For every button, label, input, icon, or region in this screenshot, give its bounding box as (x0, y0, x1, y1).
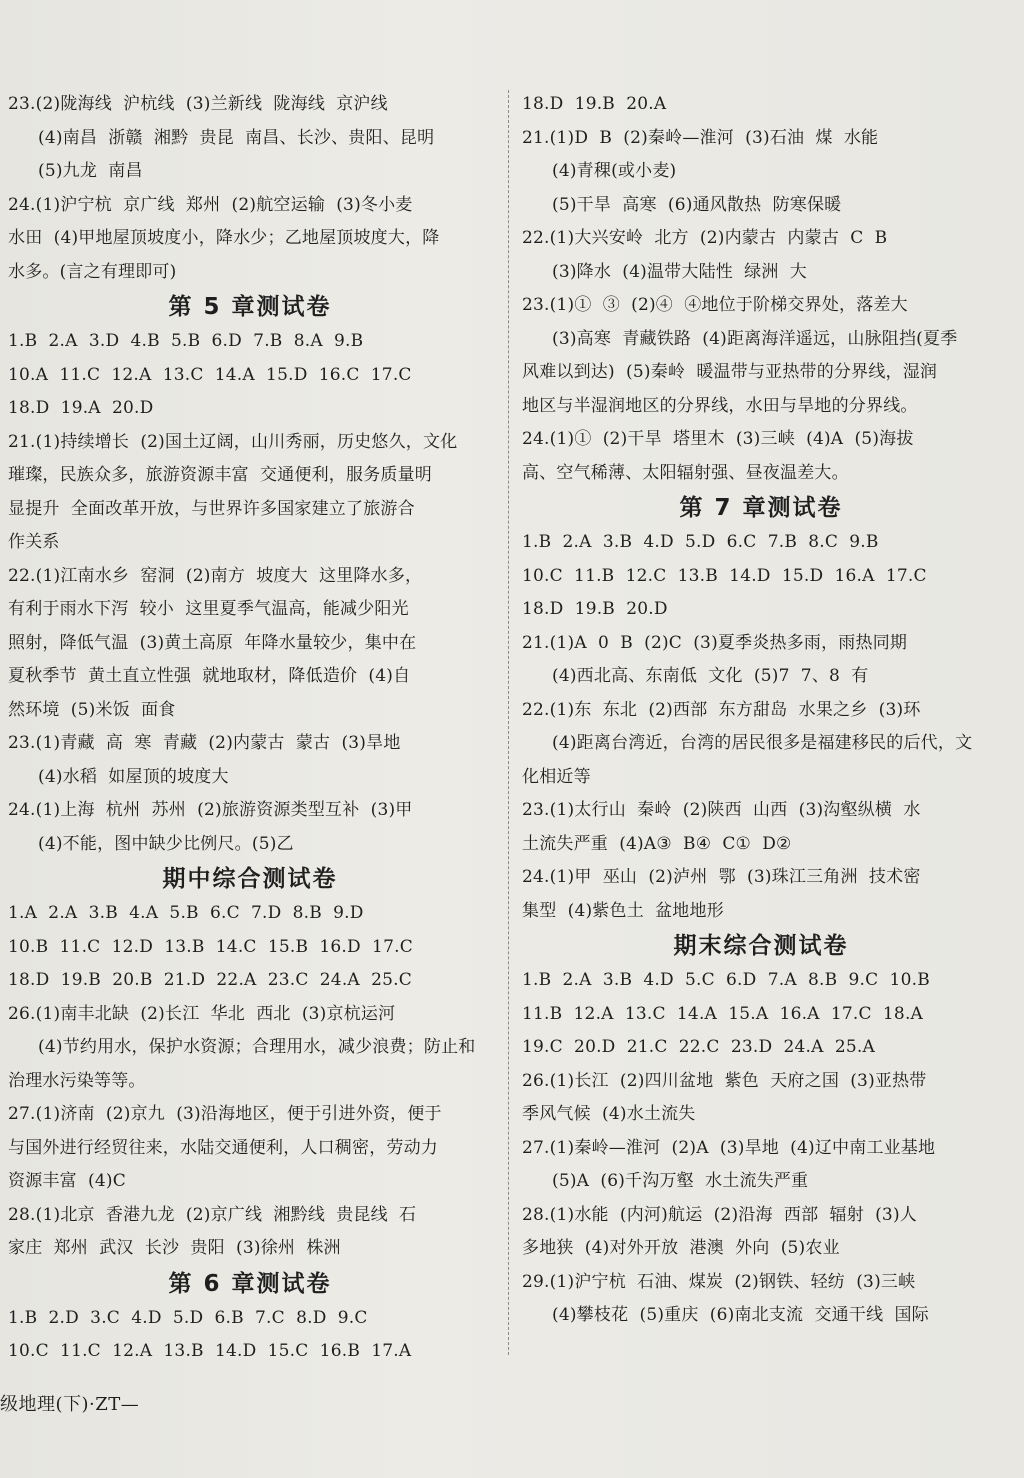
left-answer-line: 水田 (4)甲地屋顶坡度小，降水少；乙地屋顶坡度大，降 (8, 228, 440, 248)
left-answer-line: 照射，降低气温 (3)黄土高原 年降水量较少，集中在 (8, 632, 417, 653)
right-answer-line: 26.(1)长江 (2)四川盆地 紫色 天府之国 (3)亚热带 (522, 1070, 927, 1091)
left-answer-line: 作关系 (8, 532, 60, 552)
right-answer-line: 高、空气稀薄、太阳辐射强、昼夜温差大。 (522, 462, 849, 483)
left-answer-line: 1.A 2.A 3.B 4.A 5.B 6.C 7.D 8.B 9.D (8, 903, 364, 923)
right-answer-line: 土流失严重 (4)A③ B④ C① D② (522, 833, 792, 854)
left-answer-line: (4)南昌 浙赣 湘黔 贵昆 南昌、长沙、贵阳、昆明 (38, 127, 435, 148)
right-answer-line: 27.(1)秦岭—淮河 (2)A (3)旱地 (4)辽中南工业基地 (522, 1137, 936, 1158)
left-answer-line: 27.(1)济南 (2)京九 (3)沿海地区，便于引进外资，便于 (8, 1104, 442, 1124)
left-answer-line: (4)水稻 如屋顶的坡度大 (38, 766, 229, 787)
right-answer-line: 多地狭 (4)对外开放 港澳 外向 (5)农业 (522, 1238, 840, 1258)
right-answer-line: 集型 (4)紫色土 盆地地形 (522, 900, 724, 921)
left-answer-line: (4)节约用水，保护水资源；合理用水，减少浪费；防止和 (38, 1037, 476, 1057)
right-answer-line: (4)西北高、东南低 文化 (5)7 7、8 有 (552, 666, 869, 686)
left-answer-line: (4)不能，图中缺少比例尺。(5)乙 (38, 833, 294, 854)
left-answer-line: 家庄 郑州 武汉 长沙 贵阳 (3)徐州 株洲 (8, 1238, 341, 1258)
left-answer-line: 资源丰富 (4)C (8, 1171, 126, 1191)
section-heading: 第 7 章测试卷 (679, 495, 843, 521)
right-answer-line: 29.(1)沪宁杭 石油、煤炭 (2)钢铁、轻纺 (3)三峡 (522, 1271, 916, 1292)
right-answer-line: 地区与半湿润地区的分界线，水田与旱地的分界线。 (522, 395, 918, 416)
right-answer-line: (5)干旱 高寒 (6)通风散热 防寒保暖 (552, 194, 842, 215)
right-answer-line: 18.D 19.B 20.D (522, 599, 668, 619)
right-answer-line: 24.(1)① (2)干旱 塔里木 (3)三峡 (4)A (5)海拔 (522, 429, 914, 449)
right-answer-line: 化相近等 (522, 766, 591, 787)
right-answer-line: 23.(1)太行山 秦岭 (2)陕西 山西 (3)沟壑纵横 水 (522, 800, 921, 820)
left-answer-line: 夏秋季节 黄土直立性强 就地取材，降低造价 (4)自 (8, 666, 411, 686)
right-answer-line: 24.(1)甲 巫山 (2)泸州 鄂 (3)珠江三角洲 技术密 (522, 867, 921, 887)
right-answer-line: 21.(1)D B (2)秦岭—淮河 (3)石油 煤 水能 (522, 127, 879, 148)
right-answer-line: 1.B 2.A 3.B 4.D 5.D 6.C 7.B 8.C 9.B (522, 532, 879, 552)
left-answer-line: 1.B 2.D 3.C 4.D 5.D 6.B 7.C 8.D 9.C (8, 1307, 368, 1328)
right-answer-line: 18.D 19.B 20.A (522, 94, 667, 114)
right-answer-line: 22.(1)大兴安岭 北方 (2)内蒙古 内蒙古 C B (522, 228, 888, 248)
page-footer: 级地理(下)·ZT— (0, 1394, 140, 1415)
left-answer-line: 10.B 11.C 12.D 13.B 14.C 15.B 16.D 17.C (8, 936, 413, 957)
right-answer-line: 11.B 12.A 13.C 14.A 15.A 16.A 17.C 18.A (522, 1003, 924, 1024)
left-answer-line: 18.D 19.A 20.D (8, 398, 154, 418)
left-answer-line: 22.(1)江南水乡 窑洞 (2)南方 坡度大 这里降水多， (8, 565, 423, 586)
right-answer-line: 风难以到达) (5)秦岭 暖温带与亚热带的分界线，湿润 (522, 362, 938, 382)
right-answer-line: 28.(1)水能 (内河)航运 (2)沿海 西部 辐射 (3)人 (522, 1204, 917, 1225)
section-heading: 第 6 章测试卷 (168, 1270, 332, 1297)
right-answer-line: (3)降水 (4)温带大陆性 绿洲 大 (552, 261, 807, 282)
section-heading: 第 5 章测试卷 (168, 294, 332, 320)
left-answer-line: 10.A 11.C 12.A 13.C 14.A 15.D 16.C 17.C (8, 364, 412, 385)
left-answer-line: 28.(1)北京 香港九龙 (2)京广线 湘黔线 贵昆线 石 (8, 1204, 417, 1225)
left-answer-line: 26.(1)南丰北缺 (2)长江 华北 西北 (3)京杭运河 (8, 1003, 396, 1024)
right-answer-line: 19.C 20.D 21.C 22.C 23.D 24.A 25.A (522, 1037, 875, 1057)
right-answer-line: 1.B 2.A 3.B 4.D 5.C 6.D 7.A 8.B 9.C 10.B (522, 970, 930, 990)
left-answer-line: 有利于雨水下泻 较小 这里夏季气温高，能减少阳光 (8, 599, 409, 619)
right-answer-line: 22.(1)东 东北 (2)西部 东方甜岛 水果之乡 (3)环 (522, 699, 921, 720)
left-answer-line: 水多。(言之有理即可) (8, 261, 177, 282)
column-divider (508, 90, 510, 1355)
left-column (8, 88, 492, 1369)
left-answer-line: 24.(1)沪宁杭 京广线 郑州 (2)航空运输 (3)冬小麦 (8, 194, 413, 215)
section-heading: 期中综合测试卷 (162, 866, 338, 892)
left-answer-line: 然环境 (5)米饭 面食 (8, 699, 176, 720)
left-answer-line: 与国外进行经贸往来，水陆交通便利，人口稠密，劳动力 (8, 1137, 438, 1158)
left-answer-line: 24.(1)上海 杭州 苏州 (2)旅游资源类型互补 (3)甲 (8, 800, 413, 820)
right-answer-line: (4)距离台湾近，台湾的居民很多是福建移民的后代，文 (552, 733, 973, 753)
right-answer-line: 季风气候 (4)水土流失 (522, 1104, 696, 1124)
right-answer-line: 10.C 11.B 12.C 13.B 14.D 15.D 16.A 17.C (522, 565, 927, 586)
left-answer-line: 显提升 全面改革开放，与世界许多国家建立了旅游合 (8, 498, 415, 519)
left-answer-line: 23.(2)陇海线 沪杭线 (3)兰新线 陇海线 京沪线 (8, 94, 388, 114)
left-answer-line: 治理水污染等等。 (8, 1070, 146, 1091)
left-answer-line: 21.(1)持续增长 (2)国土辽阔，山川秀丽，历史悠久，文化 (8, 431, 458, 452)
left-answer-line: 璀璨，民族众多，旅游资源丰富 交通便利，服务质量明 (8, 465, 433, 485)
left-answer-line: (5)九龙 南昌 (38, 161, 143, 181)
left-answer-line: 23.(1)青藏 高 寒 青藏 (2)内蒙古 蒙古 (3)旱地 (8, 733, 401, 753)
right-answer-line: (3)高寒 青藏铁路 (4)距离海洋遥远，山脉阻挡(夏季 (552, 328, 958, 349)
right-answer-line: (5)A (6)千沟万壑 水土流失严重 (552, 1171, 809, 1191)
right-answer-line: (4)青稞(或小麦) (552, 161, 677, 181)
right-answer-line: (4)攀枝花 (5)重庆 (6)南北支流 交通干线 国际 (552, 1305, 929, 1325)
left-answer-line: 10.C 11.C 12.A 13.B 14.D 15.C 16.B 17.A (8, 1341, 412, 1361)
left-answer-line: 1.B 2.A 3.D 4.B 5.B 6.D 7.B 8.A 9.B (8, 331, 364, 351)
right-answer-line: 23.(1)① ③ (2)④ ④地位于阶梯交界处，落差大 (522, 295, 908, 315)
left-answer-line: 18.D 19.B 20.B 21.D 22.A 23.C 24.A 25.C (8, 970, 412, 990)
section-heading: 期末综合测试卷 (673, 933, 849, 959)
right-column (522, 88, 1000, 1333)
right-answer-line: 21.(1)A 0 B (2)C (3)夏季炎热多雨，雨热同期 (522, 632, 908, 653)
